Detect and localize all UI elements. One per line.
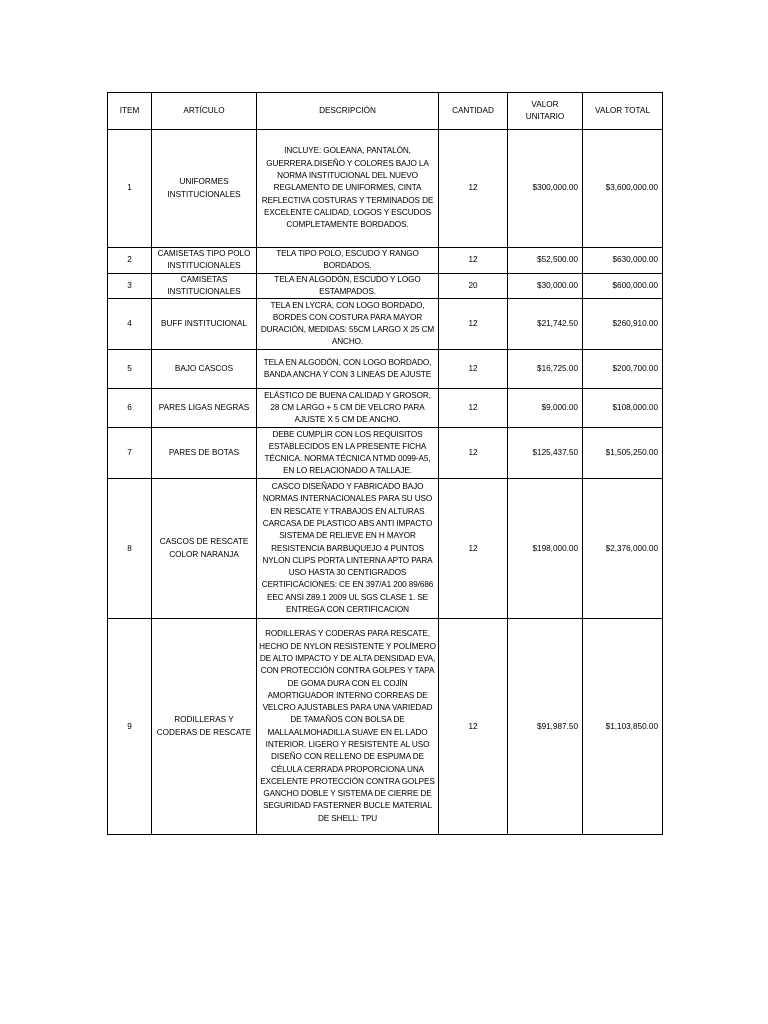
table-row xyxy=(108,273,663,299)
total-value: $260,910.00 xyxy=(583,299,663,350)
unit-value: $300,000.00 xyxy=(508,130,583,248)
article-name: UNIFORMES INSTITUCIONALES xyxy=(152,130,257,248)
table-header-row xyxy=(108,93,663,130)
article-name: CAMISETAS INSTITUCIONALES xyxy=(152,273,257,299)
table-row xyxy=(108,479,663,619)
item-number: 7 xyxy=(108,428,152,479)
header-cantidad: CANTIDAD xyxy=(439,93,508,130)
description: ELÁSTICO DE BUENA CALIDAD Y GROSOR, 28 CM LARGO + 5 CM DE VELCRO PARA AJUSTE X 5 CM DE ANCHO. xyxy=(257,389,439,428)
quantity: 12 xyxy=(439,299,508,350)
items-table xyxy=(107,92,663,835)
header-valor-total: VALOR TOTAL xyxy=(583,93,663,130)
table-row xyxy=(108,248,663,274)
item-number: 2 xyxy=(108,248,152,274)
unit-value: $198,000.00 xyxy=(508,479,583,619)
table-row xyxy=(108,130,663,248)
quantity: 12 xyxy=(439,428,508,479)
table-row xyxy=(108,619,663,835)
table-row xyxy=(108,350,663,389)
description: DEBE CUMPLIR CON LOS REQUISITOS ESTABLECIDOS EN LA PRESENTE FICHA TÉCNICA. NORMA TÉCNICA NTMD 0099-A5, EN LO RELACIONADO A TALLAJE. xyxy=(257,428,439,479)
table-row xyxy=(108,428,663,479)
article-name: PARES DE BOTAS xyxy=(152,428,257,479)
item-number: 1 xyxy=(108,130,152,248)
quantity: 12 xyxy=(439,130,508,248)
description: TELA EN ALGODÓN, CON LOGO BORDADO, BANDA ANCHA Y CON 3 LINEAS DE AJUSTE xyxy=(257,350,439,389)
table-row xyxy=(108,299,663,350)
item-number: 9 xyxy=(108,619,152,835)
article-name: CAMISETAS TIPO POLO INSTITUCIONALES xyxy=(152,248,257,274)
article-name: RODILLERAS Y CODERAS DE RESCATE xyxy=(152,619,257,835)
total-value: $3,600,000.00 xyxy=(583,130,663,248)
description: INCLUYE: GOLEANA, PANTALÓN, GUERRERA.DISEÑO Y COLORES BAJO LA NORMA INSTITUCIONAL DEL NUEVO REGLAMENTO DE UNIFORMES, CINTA REFLECTIVA COSTURAS Y TERMINADOS DE EXCELENTE CALIDAD, LOGOS Y ESCUDOS COMPLETAMENTE BORDADOS. xyxy=(257,130,439,248)
unit-value: $52,500.00 xyxy=(508,248,583,274)
item-number: 5 xyxy=(108,350,152,389)
description: CASCO DISEÑADO Y FABRICADO BAJO NORMAS INTERNACIONALES PARA SU USO EN RESCATE Y TRABAJOS EN ALTURAS CARCASA DE PLASTICO ABS ANTI IMPACTO SISTEMA DE RELIEVE EN H MAYOR RESISTENCIA BARBUQUEJO 4 PUNTOS NYLON CLIPS PORTA LINTERNA APTO PARA USO HASTA 30 CENTIGRADOS CERTIFICACIONES: CE EN 397/A1 200 89/686 EEC ANSI Z89.1 2009 UL SGS CLASE 1. SE ENTREGA CON CERTIFICACION xyxy=(257,479,439,619)
unit-value: $21,742.50 xyxy=(508,299,583,350)
description: TELA TIPO POLO, ESCUDO Y RANGO BORDADOS. xyxy=(257,248,439,274)
quantity: 12 xyxy=(439,350,508,389)
quantity: 12 xyxy=(439,389,508,428)
header-articulo: ARTÍCULO xyxy=(152,93,257,130)
quantity: 12 xyxy=(439,248,508,274)
item-number: 3 xyxy=(108,273,152,299)
total-value: $600,000.00 xyxy=(583,273,663,299)
total-value: $1,505,250.00 xyxy=(583,428,663,479)
table-row xyxy=(108,389,663,428)
description: RODILLERAS Y CODERAS PARA RESCATE, HECHO DE NYLON RESISTENTE Y POLÍMERO DE ALTO IMPACTO Y DE ALTA DENSIDAD EVA, CON PROTECCIÓN CONTRA GOLPES Y TAPA DE GOMA DURA CON EL COJÍN AMORTIGUADOR INTERNO CORREAS DE VELCRO AJUSTABLES PARA UNA VARIEDAD DE TAMAÑOS CON BOLSA DE MALLAALMOHADILLA SUAVE EN EL LADO INTERIOR. LIGERO Y RESISTENTE AL USO DISEÑO CON RELLENO DE ESPUMA DE CÉLULA CERRADA PROPORCIONA UNA EXCELENTE PROTECCIÓN CONTRA GOLPES GANCHO DOBLE Y SISTEMA DE CIERRE DE SEGURIDAD FASTERNER BUCLE MATERIAL DE SHELL: TPU xyxy=(257,619,439,835)
article-name: CASCOS DE RESCATE COLOR NARANJA xyxy=(152,479,257,619)
total-value: $200,700.00 xyxy=(583,350,663,389)
total-value: $1,103,850.00 xyxy=(583,619,663,835)
unit-value: $125,437.50 xyxy=(508,428,583,479)
item-number: 8 xyxy=(108,479,152,619)
quantity: 12 xyxy=(439,479,508,619)
article-name: PARES LIGAS NEGRAS xyxy=(152,389,257,428)
header-descripcion: DESCRIPCIÓN xyxy=(257,93,439,130)
quantity: 12 xyxy=(439,619,508,835)
description: TELA EN ALGODÓN, ESCUDO Y LOGO ESTAMPADOS. xyxy=(257,273,439,299)
total-value: $2,376,000.00 xyxy=(583,479,663,619)
quantity: 20 xyxy=(439,273,508,299)
unit-value: $16,725.00 xyxy=(508,350,583,389)
article-name: BUFF INSTITUCIONAL xyxy=(152,299,257,350)
unit-value: $9,000.00 xyxy=(508,389,583,428)
item-number: 6 xyxy=(108,389,152,428)
item-number: 4 xyxy=(108,299,152,350)
article-name: BAJO CASCOS xyxy=(152,350,257,389)
header-valor-unitario: VALOR UNITARIO xyxy=(508,93,583,130)
total-value: $630,000.00 xyxy=(583,248,663,274)
description: TELA EN LYCRA, CON LOGO BORDADO, BORDES CON COSTURA PARA MAYOR DURACIÓN, MEDIDAS: 55CM LARGO X 25 CM ANCHO. xyxy=(257,299,439,350)
total-value: $108,000.00 xyxy=(583,389,663,428)
unit-value: $30,000.00 xyxy=(508,273,583,299)
unit-value: $91,987.50 xyxy=(508,619,583,835)
header-item: ITEM xyxy=(108,93,152,130)
